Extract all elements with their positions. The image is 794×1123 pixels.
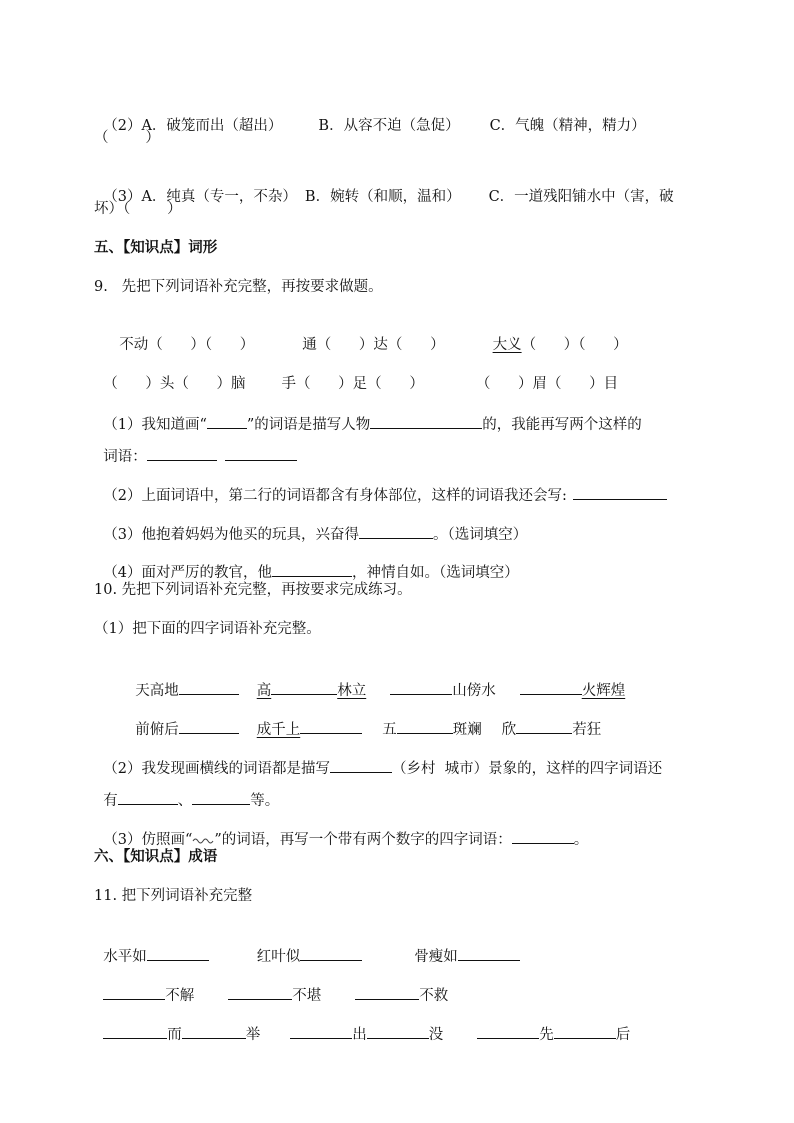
answer-blank[interactable] [300, 945, 362, 961]
answer-blank[interactable] [147, 945, 209, 961]
answer-blank[interactable] [367, 1023, 429, 1039]
answer-blank[interactable] [300, 718, 362, 734]
answer-blank[interactable] [355, 984, 419, 1000]
answer-blank[interactable] [225, 445, 297, 461]
q9-word-1[interactable]: 不动（ ）（ ） [119, 337, 255, 353]
q10-stem: 10. 先把下列词语补充完整，再按要求完成练习。 [94, 582, 412, 598]
q10-row-1: 天高地 高 林立 山傍水 火辉煌 [126, 659, 625, 701]
answer-blank[interactable] [512, 828, 574, 844]
q10-part-2: （2）我发现画横线的词语都是描写 （乡村 城市）景象的，这样的四字词语还 [94, 737, 662, 779]
answer-blank[interactable] [390, 679, 452, 695]
answer-blank[interactable] [179, 679, 239, 695]
answer-blank[interactable] [359, 523, 433, 539]
q9-row-1 [110, 315, 628, 355]
section-6-title: 六、【知识点】成语 [94, 849, 218, 865]
q11-row-2: 不解 不堪 不救 [94, 964, 448, 1006]
q9-word-6[interactable]: （ ）眉（ ）目 [475, 376, 619, 392]
q9-word-2[interactable]: 通（ ）达（ ） [302, 337, 445, 353]
q11-row-1: 水平如 红叶似 骨瘦如 [94, 925, 520, 967]
answer-blank[interactable] [516, 718, 572, 734]
answer-blank[interactable] [271, 679, 337, 695]
q9-row-2 [94, 354, 618, 394]
q9-part-2: （2）上面词语中，第二行的词语都含有身体部位，这样的词语我还会写: [94, 464, 667, 506]
answer-blank[interactable] [520, 679, 582, 695]
q9-part-1-cont: 词语： [94, 425, 297, 467]
answer-blank[interactable] [397, 718, 453, 734]
q10-part-1: （1）把下面的四字词语补充完整。 [94, 621, 321, 637]
q9-word-3-underlined: 大义 [492, 337, 522, 353]
q10-row-2: 前俯后 成千上 五 斑斓 欣 若狂 [126, 698, 601, 740]
answer-blank[interactable] [192, 789, 250, 805]
q9-word-5[interactable]: 手（ ）足（ ） [281, 376, 424, 392]
q9-part-4: （4）面对严厉的教官，他 ，神情自如。（选词填空） [94, 541, 519, 583]
answer-blank[interactable] [370, 413, 482, 429]
answer-blank[interactable] [330, 757, 392, 773]
answer-blank[interactable] [290, 1023, 352, 1039]
answer-blank[interactable] [103, 1023, 167, 1039]
q11-stem: 11. 把下列词语补充完整 [94, 888, 253, 904]
answer-blank[interactable] [573, 484, 667, 500]
wavy-underline-icon [192, 836, 214, 844]
answer-blank[interactable] [179, 718, 239, 734]
q9-word-4[interactable]: （ ）头（ ）脑 [103, 376, 246, 392]
answer-blank[interactable] [228, 984, 292, 1000]
answer-blank[interactable] [147, 445, 217, 461]
answer-blank[interactable] [103, 984, 165, 1000]
q9-stem: 9. 先把下列词语补充完整，再按要求做题。 [94, 279, 383, 295]
answer-blank[interactable] [477, 1023, 539, 1039]
answer-blank[interactable] [182, 1023, 246, 1039]
q10-part-3: （3）仿照画“ ”的词语，再写一个带有两个数字的四字词语： 。 [94, 808, 588, 850]
answer-blank[interactable] [554, 1023, 616, 1039]
answer-blank[interactable] [458, 945, 520, 961]
q8-answer-blank-2[interactable]: （ ） [94, 130, 160, 146]
answer-blank[interactable] [272, 561, 352, 577]
q8-option-line-2: （2）A．破笼而出（超出） B．从容不迫（急促） C．气魄（精神，精力） [103, 118, 646, 134]
q8-option-line-3-cont[interactable]: 坏）（ ） [94, 201, 182, 217]
q9-part-1: （1）我知道画“ ”的词语是描写人物 的，我能再写两个这样的 [94, 393, 642, 435]
q10-part-2-cont: 有 、 等。 [94, 769, 279, 811]
q9-part-3: （3）他抱着妈妈为他买的玩具，兴奋得 。（选词填空） [94, 503, 527, 545]
q11-row-3: 而 举 出 没 先 后 [94, 1003, 630, 1045]
section-5-title: 五、【知识点】词形 [94, 240, 218, 256]
q9-word-3-blanks[interactable]: （ ）（ ） [521, 337, 628, 353]
q8-option-line-3: （3）A．纯真（专一，不杂） B．婉转（和顺，温和） C．一道残阳铺水中（害，破 [103, 189, 674, 205]
answer-blank[interactable] [118, 789, 178, 805]
